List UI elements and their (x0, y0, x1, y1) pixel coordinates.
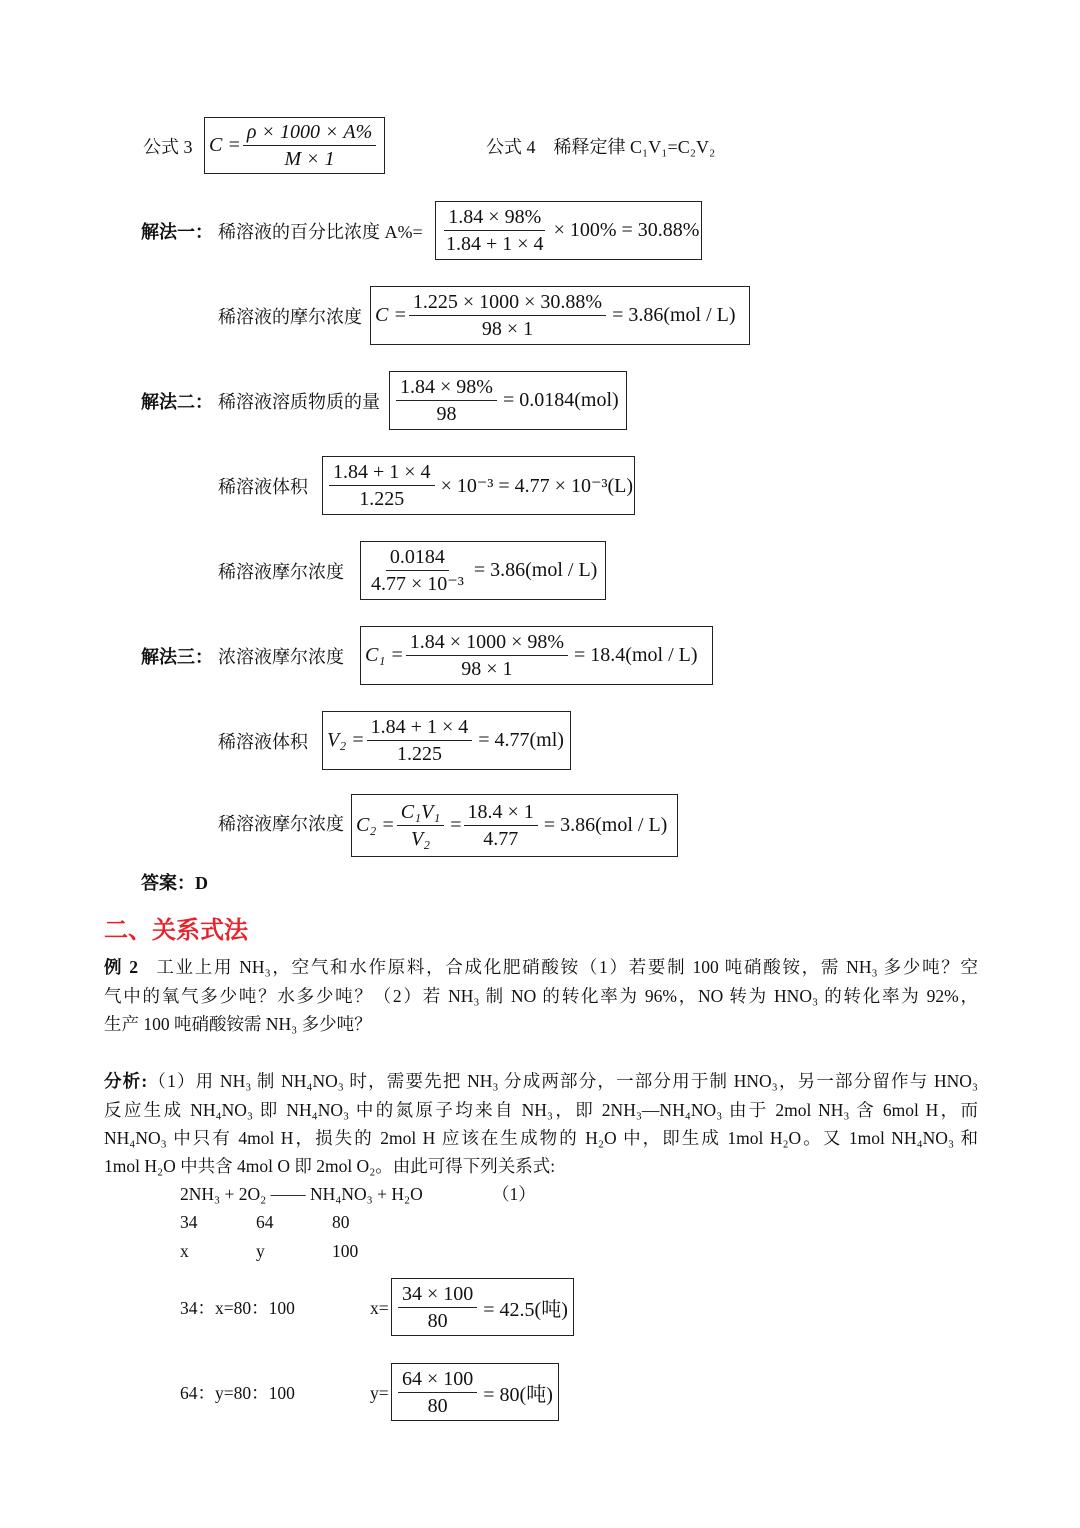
known-100: 100 (332, 1241, 359, 1261)
numerator: 64 × 100 (398, 1366, 477, 1393)
formula-rhs: × 10⁻³ = 4.77 × 10⁻³(L) (440, 475, 634, 497)
analysis-line-2: 反应生成 NH₄NO₃ 即 NH₄NO₃ 中的氮原子均来自 NH₃，即 2NH₃—NH₄NO₃ 由于 2mol NH₃ 含 6mol H，而 (104, 1100, 978, 1120)
denominator: M × 1 (284, 148, 335, 170)
method1-a-box (435, 201, 702, 260)
method2-label: 解法二： (141, 392, 213, 412)
method3-c-text: 稀溶液摩尔浓度 (218, 814, 344, 834)
y-lhs: y= (370, 1383, 389, 1403)
formula-rhs: = 18.4(mol / L) (574, 644, 698, 666)
denominator: 80 (427, 1394, 448, 1417)
example2-line-1 (104, 955, 978, 979)
numerator: 1.84 × 98% (396, 374, 497, 401)
example-label: 例 2 (104, 957, 139, 977)
formula-rhs: × 100% = 30.88% (553, 219, 700, 241)
method1-b-text: 稀溶液的摩尔浓度 (218, 307, 362, 327)
method3-c-box (351, 794, 678, 857)
formula-lhs: C = (375, 304, 407, 326)
denominator: 98 × 1 (461, 658, 513, 680)
formula-lhs: C₂ = (356, 814, 395, 836)
method3-b-box (322, 711, 571, 770)
formula-lhs: C₁ = (365, 644, 404, 666)
method2-c-text: 稀溶液摩尔浓度 (218, 562, 344, 582)
method2-a-text: 稀溶液溶质物质的量 (218, 392, 380, 412)
numerator: 1.84 × 1000 × 98% (406, 629, 568, 656)
unknown-y: y (256, 1241, 265, 1261)
formula-lhs: V₂ = (327, 729, 365, 751)
example2-line-3: 生产 100 吨硝酸铵需 NH₃ 多少吨？ (104, 1014, 372, 1034)
method2-b-text: 稀溶液体积 (218, 477, 308, 497)
formula-rhs: = 80(吨) (483, 1383, 553, 1406)
analysis-line-1 (104, 1069, 978, 1093)
denominator: 80 (427, 1309, 448, 1332)
method3-a-text: 浓溶液摩尔浓度 (218, 647, 344, 667)
section-heading: 二、关系式法 (104, 916, 248, 944)
x-lhs: x= (370, 1298, 389, 1318)
method2-a-box (389, 371, 627, 430)
y-ratio: 64：y=80：100 (180, 1383, 295, 1403)
equation-number: （1） (492, 1184, 536, 1204)
analysis-line-4: 1mol H₂O 中共含 4mol O 即 2mol O₂。由此可得下列关系式: (104, 1156, 556, 1176)
denominator: 4.77 × 10⁻³ (371, 573, 464, 595)
text: 工业上用 NH₃，空气和水作原料，合成化肥硝酸铵（1）若要制 100 吨硝酸铵，需 NH₃ 多少吨？空 (156, 957, 979, 977)
formula-rhs: = 3.86(mol / L) (543, 814, 668, 836)
relation-equation: 2NH₃ + 2O₂ —— NH₄NO₃ + H₂O (180, 1184, 423, 1204)
formula3-label: 公式 3 (143, 137, 193, 157)
y-box (391, 1363, 559, 1421)
numerator: 18.4 × 1 (464, 799, 538, 826)
formula-rhs: = 3.86(mol / L) (473, 559, 598, 581)
method2-c-box (360, 541, 606, 600)
method3-b-text: 稀溶液体积 (218, 732, 308, 752)
denominator: V₂ (410, 828, 431, 850)
method1-label: 解法一： (141, 222, 213, 242)
numerator: 0.0184 (386, 544, 449, 571)
denominator: 98 × 1 (481, 318, 534, 340)
numerator: 34 × 100 (398, 1281, 477, 1308)
analysis-label: 分析: (104, 1071, 148, 1091)
method3-label: 解法三： (141, 647, 213, 667)
denominator: 1.225 (396, 743, 442, 765)
mass-o2: 64 (256, 1212, 274, 1232)
unknown-x: x (180, 1241, 189, 1261)
formula4-text: 公式 4 稀释定律 C₁V₁=C₂V₂ (486, 137, 716, 157)
mass-nh3: 34 (180, 1212, 198, 1232)
formula-rhs: = 42.5(吨) (483, 1298, 568, 1321)
method1-a-text: 稀溶液的百分比浓度 A%= (218, 222, 423, 242)
denominator: 4.77 (483, 828, 519, 850)
analysis-line-3: NH₄NO₃ 中只有 4mol H，损失的 2mol H 应该在生成物的 H₂O 中，即生成 1mol H₂O。又 1mol NH₄NO₃ 和 (104, 1128, 978, 1148)
method2-b-box (322, 456, 635, 515)
formula-rhs: = 3.86(mol / L) (612, 304, 736, 326)
equals-sign: = (450, 814, 462, 836)
x-box (391, 1278, 574, 1336)
mass-nh4no3: 80 (332, 1212, 350, 1232)
text: （1）用 NH₃ 制 NH₄NO₃ 时，需要先把 NH₃ 分成两部分，一部分用于制 HNO₃，另一部分留作与 HNO₃ (147, 1071, 978, 1091)
method3-a-box (360, 626, 713, 685)
numerator: C₁V₁ (397, 799, 444, 826)
numerator: 1.84 + 1 × 4 (329, 459, 435, 486)
formula3-box (204, 117, 385, 174)
denominator: 1.225 (359, 488, 405, 510)
answer: 答案：D (141, 873, 208, 893)
formula-rhs: = 0.0184(mol) (502, 389, 619, 411)
method1-b-box (370, 286, 750, 345)
x-ratio: 34：x=80：100 (180, 1298, 295, 1318)
numerator: 1.84 × 98% (444, 204, 545, 231)
numerator: 1.84 + 1 × 4 (367, 714, 473, 741)
denominator: 98 (436, 403, 457, 425)
formula-lhs: C = (209, 134, 241, 156)
formula-rhs: = 4.77(ml) (478, 729, 564, 751)
numerator: 1.225 × 1000 × 30.88% (409, 289, 606, 316)
example2-line-2: 气中的氧气多少吨？水多少吨？（2）若 NH₃ 制 NO 的转化率为 96%，NO 转为 HNO₃ 的转化率为 92%， (104, 986, 978, 1006)
numerator: ρ × 1000 × A% (243, 119, 376, 146)
denominator: 1.84 + 1 × 4 (446, 233, 544, 255)
